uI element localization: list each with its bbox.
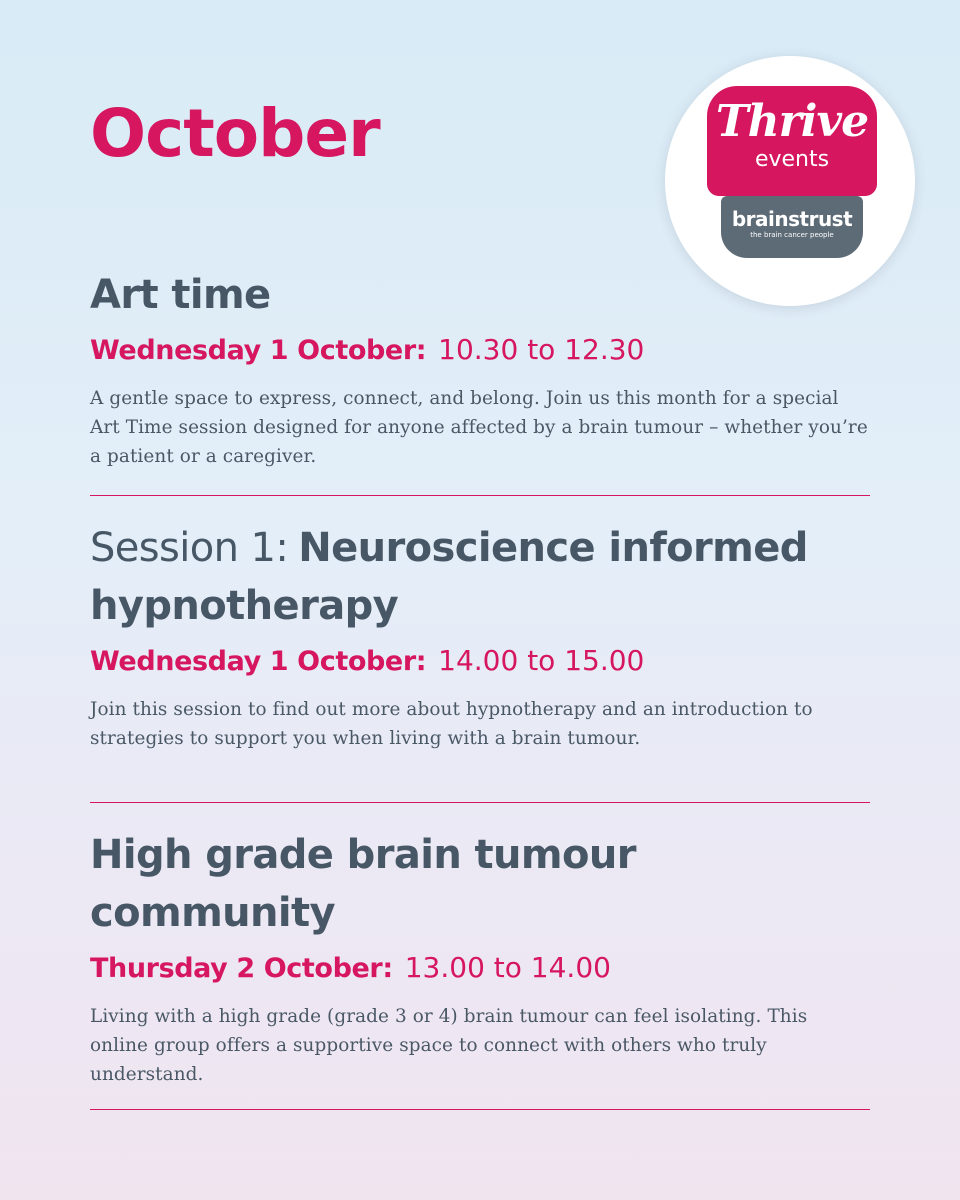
- logo-subtitle: events: [754, 147, 830, 172]
- event-title-text: High grade brain tumour community: [90, 832, 636, 936]
- event-description: Living with a high grade (grade 3 or 4) brain tumour can feel isolating. This online group offers a supportive space to connect with others who truly understand.: [90, 1006, 808, 1085]
- logo-title: Thrive: [715, 96, 869, 147]
- event-art-time: [90, 266, 870, 471]
- event-title-text: Neuroscience informed hypnotherapy: [90, 525, 808, 629]
- logo-brand: brainstrust: [731, 207, 853, 231]
- event-time: 10.30 to 12.30: [438, 333, 645, 366]
- event-title: [90, 519, 870, 635]
- event-title: [90, 826, 870, 942]
- event-description: Join this session to find out more about hypnotherapy and an introduction to strategies to support you when living with a brain tumour.: [90, 699, 813, 749]
- event-datetime: [90, 948, 870, 988]
- event-title-prefix: Session 1:: [90, 525, 289, 571]
- event-datetime: [90, 330, 870, 370]
- logo-brand-panel: [721, 196, 863, 258]
- divider: [90, 495, 870, 496]
- month-heading: October: [90, 95, 380, 172]
- event-title: [90, 266, 870, 324]
- event-title-text: Art time: [90, 272, 271, 318]
- event-day: Wednesday 1 October:: [90, 646, 427, 677]
- divider: [90, 802, 870, 803]
- event-day: Wednesday 1 October:: [90, 335, 427, 366]
- event-time: 13.00 to 14.00: [404, 951, 611, 984]
- event-high-grade-community: [90, 826, 870, 1089]
- event-datetime: [90, 641, 870, 681]
- event-hypnotherapy: [90, 519, 870, 753]
- logo-thrive-panel: [707, 86, 877, 196]
- event-time: 14.00 to 15.00: [438, 644, 645, 677]
- event-day: Thursday 2 October:: [90, 953, 393, 984]
- divider: [90, 1109, 870, 1110]
- logo-tagline: the brain cancer people: [750, 231, 834, 239]
- event-description: A gentle space to express, connect, and belong. Join us this month for a special Art Time session designed for anyone affected by a brain tumour – whether you’re a patient or a caregiver.: [90, 388, 868, 467]
